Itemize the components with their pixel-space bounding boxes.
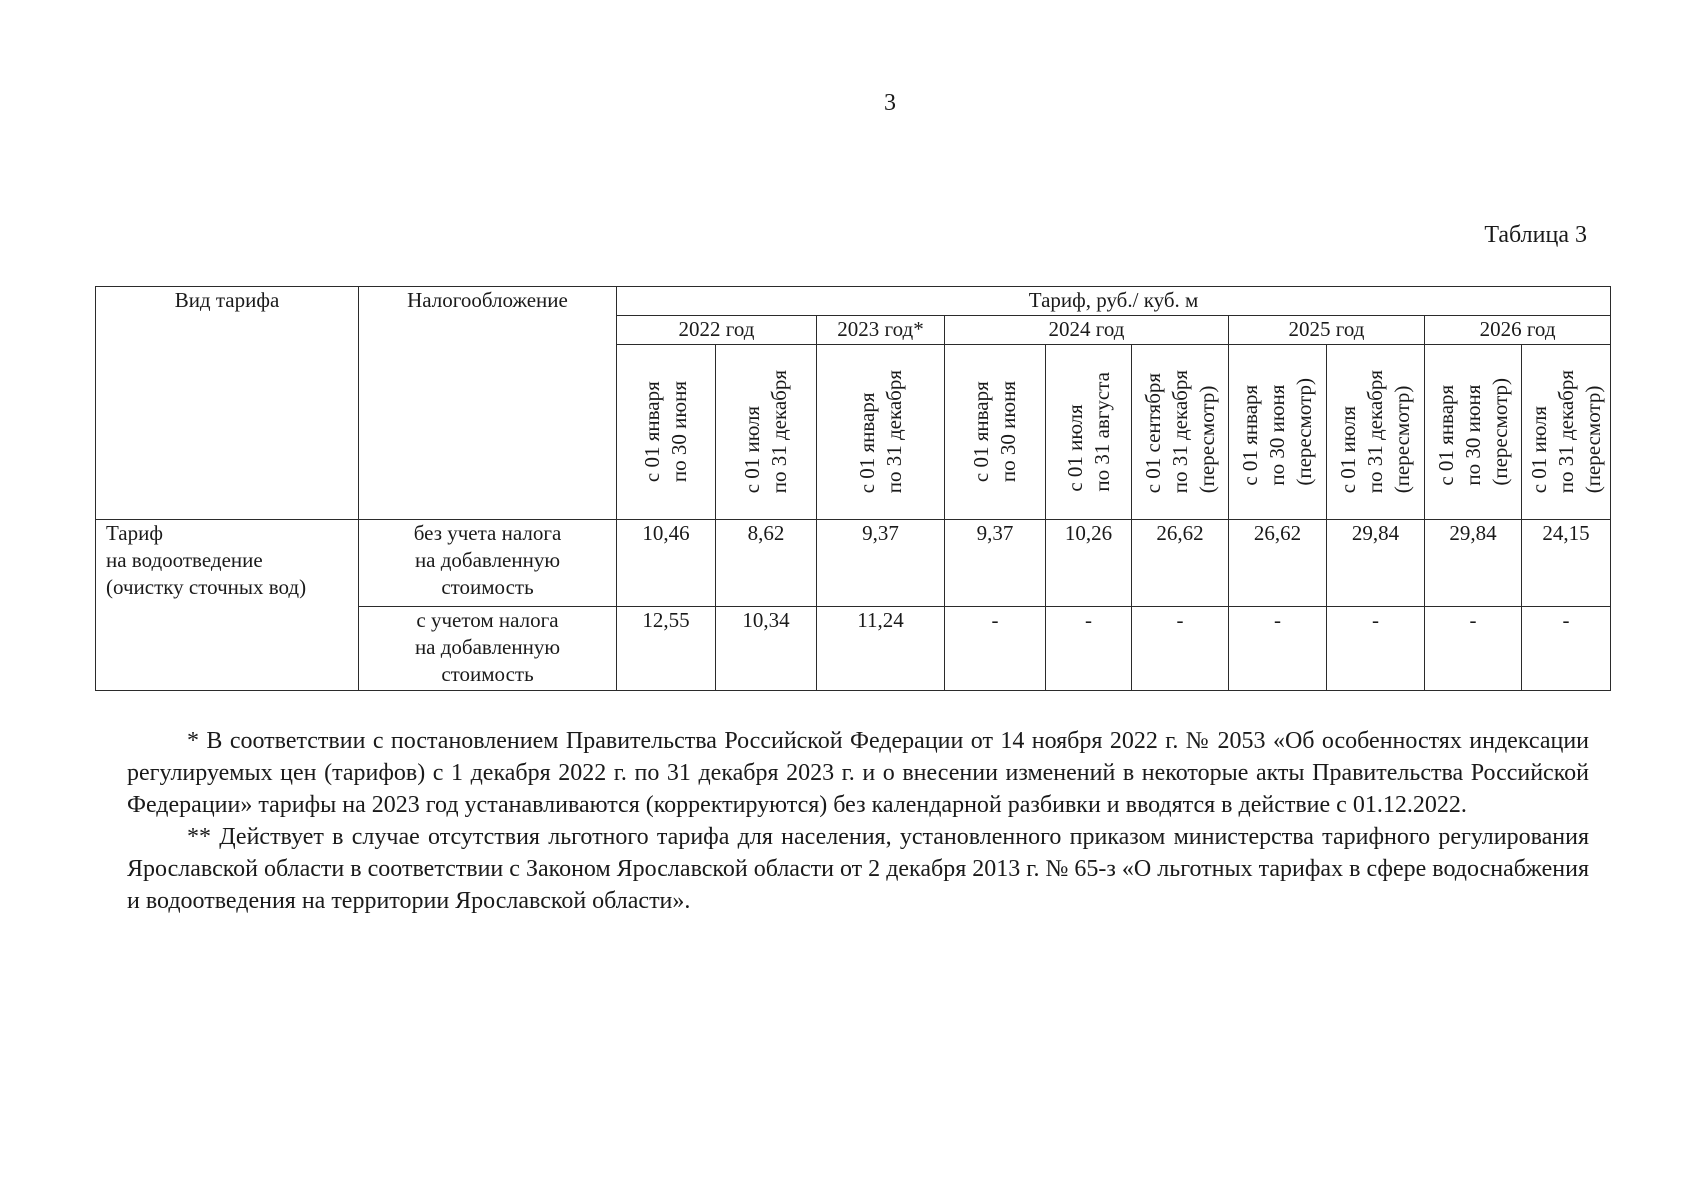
period-label: с 01 сентября по 31 декабря (пересмотр) xyxy=(1140,370,1219,494)
taxation-cell: с учетом налога на добавленную стоимость xyxy=(359,607,617,691)
header-year: 2022 год xyxy=(617,316,817,345)
period-label: с 01 июля по 31 декабря xyxy=(740,370,791,494)
taxation-cell: без учета налога на добавленную стоимость xyxy=(359,520,617,607)
period-label: с 01 января по 30 июня xyxy=(640,381,691,483)
value-cell: - xyxy=(1425,607,1522,691)
value-cell: 10,46 xyxy=(617,520,716,607)
period-label: с 01 января по 30 июня (пересмотр) xyxy=(1238,378,1316,486)
header-period xyxy=(817,345,945,520)
footnote: ** Действует в случае отсутствия льготного тарифа для населения, установленного приказом министерства тарифного регулирования Ярославской области в соответствии с Законом Ярославской области от 2 декабря 2013 г. № 65-з «О льготных тарифах в сфере водоснабжения и водоотведения на территории Ярославской области». xyxy=(127,824,1589,914)
footnote: * В соответствии с постановлением Правительства Российской Федерации от 14 ноября 2022 г. № 2053 «Об особенностях индексации регулируемых цен (тарифов) с 1 декабря 2022 г. по 31 декабря 2023 г. и о внесении изменений в некоторые акты Правительства Российской Федерации» тарифы на 2023 год устанавливаются (корректируются) без календарной разбивки и вводятся в действие с 01.12.2022. xyxy=(127,728,1589,818)
value-cell: 26,62 xyxy=(1229,520,1327,607)
period-label: с 01 июля по 31 декабря (пересмотр) xyxy=(1336,370,1414,494)
value-cell: 10,34 xyxy=(716,607,817,691)
header-period xyxy=(1046,345,1132,520)
page-number: 3 xyxy=(884,90,896,116)
period-label: с 01 июля по 31 августа xyxy=(1062,372,1114,492)
tariff-name-cell: Тариф на водоотведение (очистку сточных вод) xyxy=(96,520,359,691)
value-cell: 29,84 xyxy=(1425,520,1522,607)
header-period xyxy=(716,345,817,520)
header-period xyxy=(1327,345,1425,520)
period-label: с 01 января по 30 июня xyxy=(969,381,1020,483)
value-cell: 12,55 xyxy=(617,607,716,691)
header-taxation: Налогообложение xyxy=(359,287,617,520)
value-cell: - xyxy=(1522,607,1611,691)
header-period xyxy=(617,345,716,520)
value-cell: - xyxy=(1132,607,1229,691)
value-cell: 11,24 xyxy=(817,607,945,691)
header-tariff-type: Вид тарифа xyxy=(96,287,359,520)
value-cell: - xyxy=(945,607,1046,691)
value-cell: 10,26 xyxy=(1046,520,1132,607)
tariff-table xyxy=(95,286,1611,691)
header-tariff-unit: Тариф, руб./ куб. м xyxy=(617,287,1611,316)
value-cell: - xyxy=(1229,607,1327,691)
value-cell: 24,15 xyxy=(1522,520,1611,607)
value-cell: 29,84 xyxy=(1327,520,1425,607)
period-label: с 01 января по 30 июня (пересмотр) xyxy=(1433,378,1512,486)
header-year: 2024 год xyxy=(945,316,1229,345)
footnotes xyxy=(127,725,1589,917)
value-cell: 8,62 xyxy=(716,520,817,607)
value-cell: 26,62 xyxy=(1132,520,1229,607)
header-year: 2023 год* xyxy=(817,316,945,345)
table-row xyxy=(96,520,1611,607)
header-period xyxy=(945,345,1046,520)
value-cell: - xyxy=(1046,607,1132,691)
header-year: 2026 год xyxy=(1425,316,1611,345)
header-period xyxy=(1522,345,1611,520)
value-cell: - xyxy=(1327,607,1425,691)
header-period xyxy=(1425,345,1522,520)
header-period xyxy=(1229,345,1327,520)
value-cell: 9,37 xyxy=(817,520,945,607)
header-period xyxy=(1132,345,1229,520)
period-label: с 01 января по 31 декабря xyxy=(854,370,906,494)
value-cell: 9,37 xyxy=(945,520,1046,607)
table-caption: Таблица 3 xyxy=(1484,222,1587,248)
period-label: с 01 июля по 31 декабря (пересмотр) xyxy=(1526,370,1605,494)
header-year: 2025 год xyxy=(1229,316,1425,345)
